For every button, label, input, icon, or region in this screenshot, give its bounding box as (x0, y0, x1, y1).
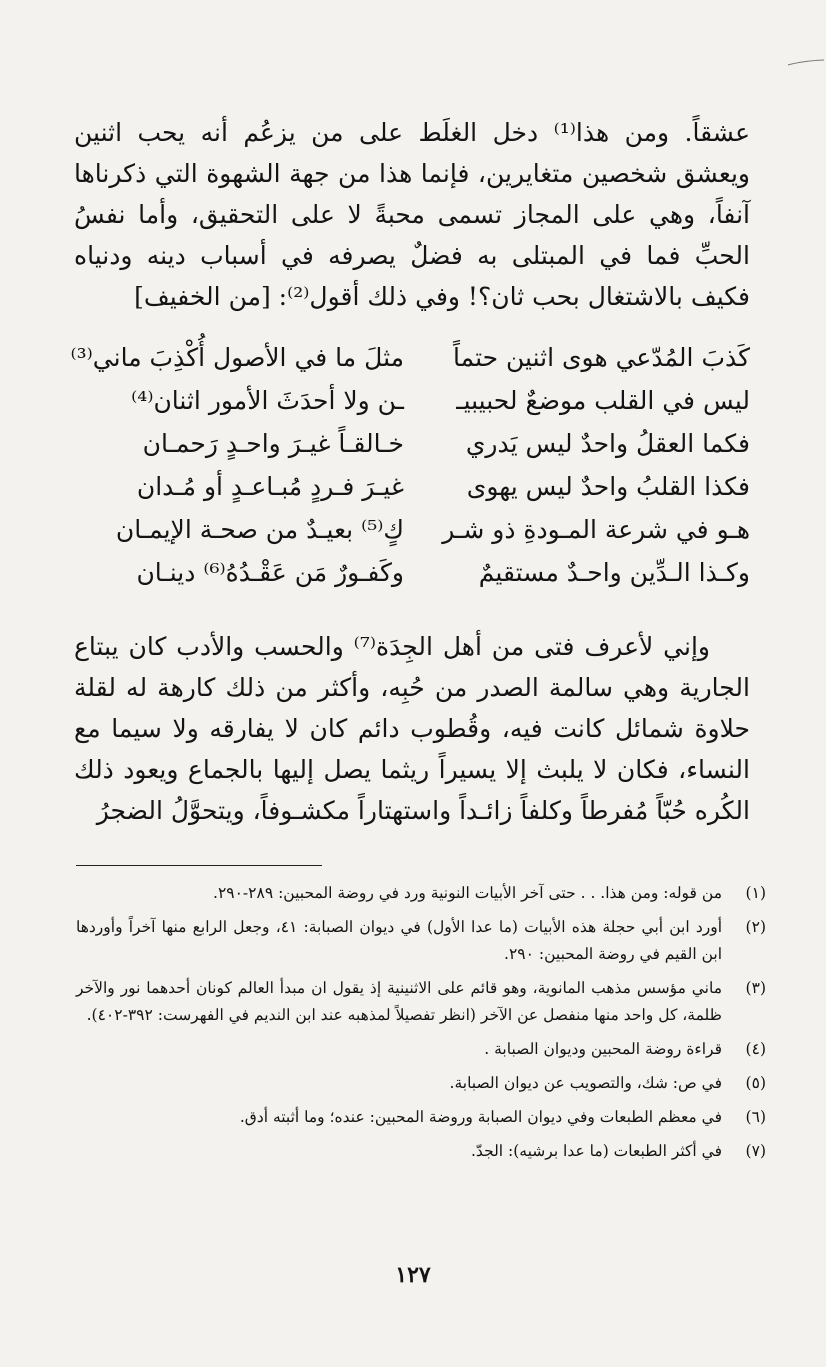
footnote (76, 1104, 766, 1131)
verse-first-hemistich: هـو في شرعة المـودةِ ذو شـر (442, 515, 750, 544)
verse-first-hemistich: فكما العقلُ واحدٌ ليس يَدري (465, 429, 750, 458)
footnote (76, 1036, 766, 1063)
footnote-text: أورد ابن أبي حجلة هذه الأبيات (ما عدا الأول) في ديوان الصبابة: ٤١، وجعل الرابع منها آخراً وأوردها ابن القيم في روضة المحبين: ٢٩٠. (76, 918, 722, 963)
verse-second-hemistich: كٍ⁽⁵⁾ بعيـدٌ من صحـة الإيمـان (115, 515, 404, 544)
verse-second-hemistich: مثلَ ما في الأصول أُكْذِبَ ماني⁽³⁾ (70, 343, 404, 372)
footnote-number: (٤) (745, 1040, 766, 1058)
footnote-text: في أكثر الطبعات (ما عدا برشيه): الجدّ. (471, 1142, 722, 1160)
poem-verse (74, 551, 750, 594)
page-number: ١٢٧ (395, 1262, 431, 1288)
paragraph-1: عشقاً. ومن هذا⁽¹⁾ دخل الغلَط على من يزعُم أنه يحب اثنين ويعشق شخصين متغايرين، فإنما هذا من جهة الشهوة التي ذكرناها آنفاً، وهي على المجاز تسمى محبةً لا على التحقيق، وأما نفسُ الحبِّ فما في المبتلى به فضلٌ يصرفه في أسباب دينه ودنياه فكيف بالاشتغال بحب ثان؟! وفي ذلك أقول⁽²⁾: [من الخفيف] (74, 118, 750, 311)
footnote-number: (٧) (745, 1142, 766, 1160)
verse-first-hemistich: ليس في القلب موضعٌ لحبيبيـ (456, 386, 750, 415)
poem (70, 336, 750, 594)
footnote (76, 1070, 766, 1097)
verse-first-hemistich: كَذبَ المُدّعي هوى اثنين حتماً (453, 343, 750, 372)
verse-second-hemistich: خـالقـاً غيـرَ واحـدٍ رَحمـان (142, 429, 404, 458)
footnote-number: (٣) (745, 979, 766, 997)
verse-first-hemistich: فكذا القلبُ واحدٌ ليس يهوى (466, 472, 750, 501)
footnote-number: (٦) (745, 1108, 766, 1126)
footnote (76, 975, 766, 1029)
main-text-top (74, 112, 750, 317)
footnote (76, 1138, 766, 1165)
paragraph-2: وإني لأعرف فتى من أهل الجِدَة⁽⁷⁾ والحسب والأدب كان يبتاع الجارية وهي سالمة الصدر من حُبِه، وأكثر من ذلك كارهة له لقلة حلاوة شمائل كانت فيه، وقُطوب دائم كان لا يفارقه ولا سيما مع النساء، فكان لا يلبث إلا يسيراً ريثما يصل إليها بالجماع ويعود ذلك الكُره حُبّاً مُفرطاً وكلفاً زائـداً واستهتاراً مكشـوفاً، ويتحوَّلُ الضجرُ (74, 632, 750, 825)
footnote-separator (76, 865, 322, 866)
margin-mark (786, 58, 826, 68)
verse-second-hemistich: غيـرَ فـردٍ مُبـاعـدٍ أو مُـدان (136, 472, 404, 501)
footnote-number: (١) (745, 884, 766, 902)
footnote (76, 880, 766, 907)
poem-verse (70, 336, 750, 379)
main-text-bottom (74, 626, 750, 831)
poem-verse (74, 379, 750, 422)
poem-verse (74, 508, 750, 551)
footnote-number: (٥) (745, 1074, 766, 1092)
verse-second-hemistich: وكَفـورٌ مَن عَقْـدُهُ⁽⁶⁾ دينـان (136, 558, 404, 587)
verse-second-hemistich: ـن ولا أحدَثَ الأمور اثنان⁽⁴⁾ (131, 386, 404, 415)
poem-verse (74, 422, 750, 465)
poem-verse (74, 465, 750, 508)
footnote-number: (٢) (745, 918, 766, 936)
footnote-text: في ص: شك، والتصويب عن ديوان الصبابة. (449, 1074, 722, 1092)
footnote-text: ماني مؤسس مذهب المانوية، وهو قائم على الاثنينية إذ يقول ان مبدأ العالم كونان أحدهما نور والآخر ظلمة، كل واحد منها منفصل عن الآخر (انظر تفصيلاً لمذهبه عند ابن النديم في الفهرست: ٣٩٢-٤٠٢). (76, 979, 722, 1024)
footnote-text: في معظم الطبعات وفي ديوان الصبابة وروضة المحبين: عنده؛ وما أثبته أدق. (239, 1108, 722, 1126)
footnote (76, 914, 766, 968)
footnotes (76, 880, 766, 1172)
verse-first-hemistich: وكـذا الـدِّين واحـدٌ مستقيمٌ (478, 558, 750, 587)
footnote-text: قراءة روضة المحبين وديوان الصبابة . (484, 1040, 722, 1058)
footnote-text: من قوله: ومن هذا. . . حتى آخر الأبيات النونية ورد في روضة المحبين: ٢٨٩-٢٩٠. (213, 884, 722, 902)
